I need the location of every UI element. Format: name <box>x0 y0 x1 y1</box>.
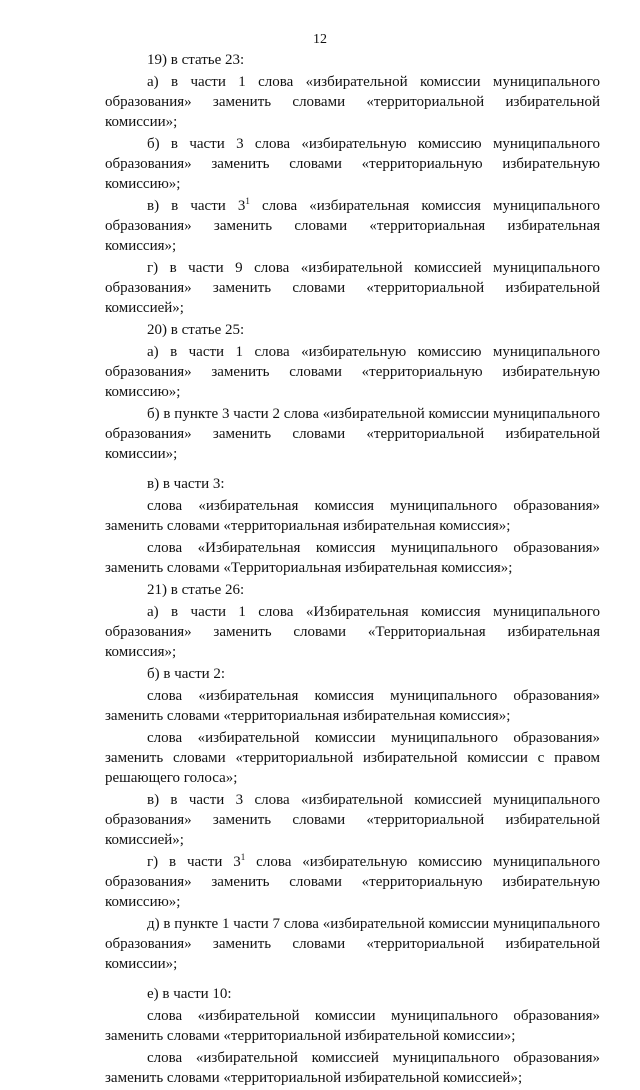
paragraph: слова «избирательная комиссия муниципального образования» заменить словами «территориальная избирательная комиссия»; <box>105 498 600 534</box>
paragraph <box>105 852 600 912</box>
page-number: 12 <box>313 32 327 47</box>
superscript: 1 <box>240 852 246 862</box>
paragraph-text: слова «избирательная комиссия муниципального образования» заменить словами «территориальная избирательная комиссия»; <box>105 198 600 254</box>
paragraph: 20) в статье 25: <box>147 322 245 338</box>
paragraph-text: г) в части 3 <box>147 854 241 870</box>
paragraph: в) в части 3: <box>147 476 225 492</box>
paragraph: д) в пункте 1 части 7 слова «избирательной комиссии муниципального образования» заменить словами «территориальной избирательной комиссии»; <box>105 916 600 972</box>
paragraph: 21) в статье 26: <box>147 582 245 598</box>
paragraph: слова «Избирательная комиссия муниципального образования» заменить словами «Территориальная избирательная комиссия»; <box>105 540 600 576</box>
paragraph: слова «избирательной комиссии муниципального образования» заменить словами «территориальной избирательной комиссии с правом решающего голоса»; <box>105 730 600 786</box>
paragraph: слова «избирательной комиссией муниципального образования» заменить словами «территориальной избирательной комиссией»; <box>105 1050 600 1086</box>
paragraph: а) в части 1 слова «избирательной комиссии муниципального образования» заменить словами «территориальной избирательной комиссии»; <box>105 74 600 130</box>
paragraph: б) в части 2: <box>147 666 226 682</box>
paragraph: б) в пункте 3 части 2 слова «избирательной комиссии муниципального образования» заменить словами «территориальной избирательной комиссии»; <box>105 406 600 462</box>
paragraph: г) в части 9 слова «избирательной комиссией муниципального образования» заменить словами «территориальной избирательной комиссией»; <box>105 260 600 316</box>
paragraph: слова «избирательная комиссия муниципального образования» заменить словами «территориальная избирательная комиссия»; <box>105 688 600 724</box>
paragraph: е) в части 10: <box>147 986 232 1002</box>
paragraph: а) в части 1 слова «Избирательная комиссия муниципального образования» заменить словами «Территориальная избирательная комиссия»; <box>105 604 600 660</box>
paragraph: 19) в статье 23: <box>147 52 245 68</box>
paragraph: в) в части 3 слова «избирательной комиссией муниципального образования» заменить словами «территориальной избирательной комиссией»; <box>105 792 600 848</box>
paragraph <box>105 196 600 256</box>
paragraph-text: слова «избирательную комиссию муниципального образования» заменить словами «территориальную избирательную комиссию»; <box>105 854 600 910</box>
paragraph-text: в) в части 3 <box>147 198 246 214</box>
paragraph: а) в части 1 слова «избирательную комиссию муниципального образования» заменить словами «территориальную избирательную комиссию»; <box>105 344 600 400</box>
document-body <box>105 50 600 1090</box>
superscript: 1 <box>245 196 250 206</box>
paragraph: б) в части 3 слова «избирательную комиссию муниципального образования» заменить словами «территориальную избирательную комиссию»; <box>105 136 600 192</box>
paragraph: слова «избирательной комиссии муниципального образования» заменить словами «территориальной избирательной комиссии»; <box>105 1008 600 1044</box>
